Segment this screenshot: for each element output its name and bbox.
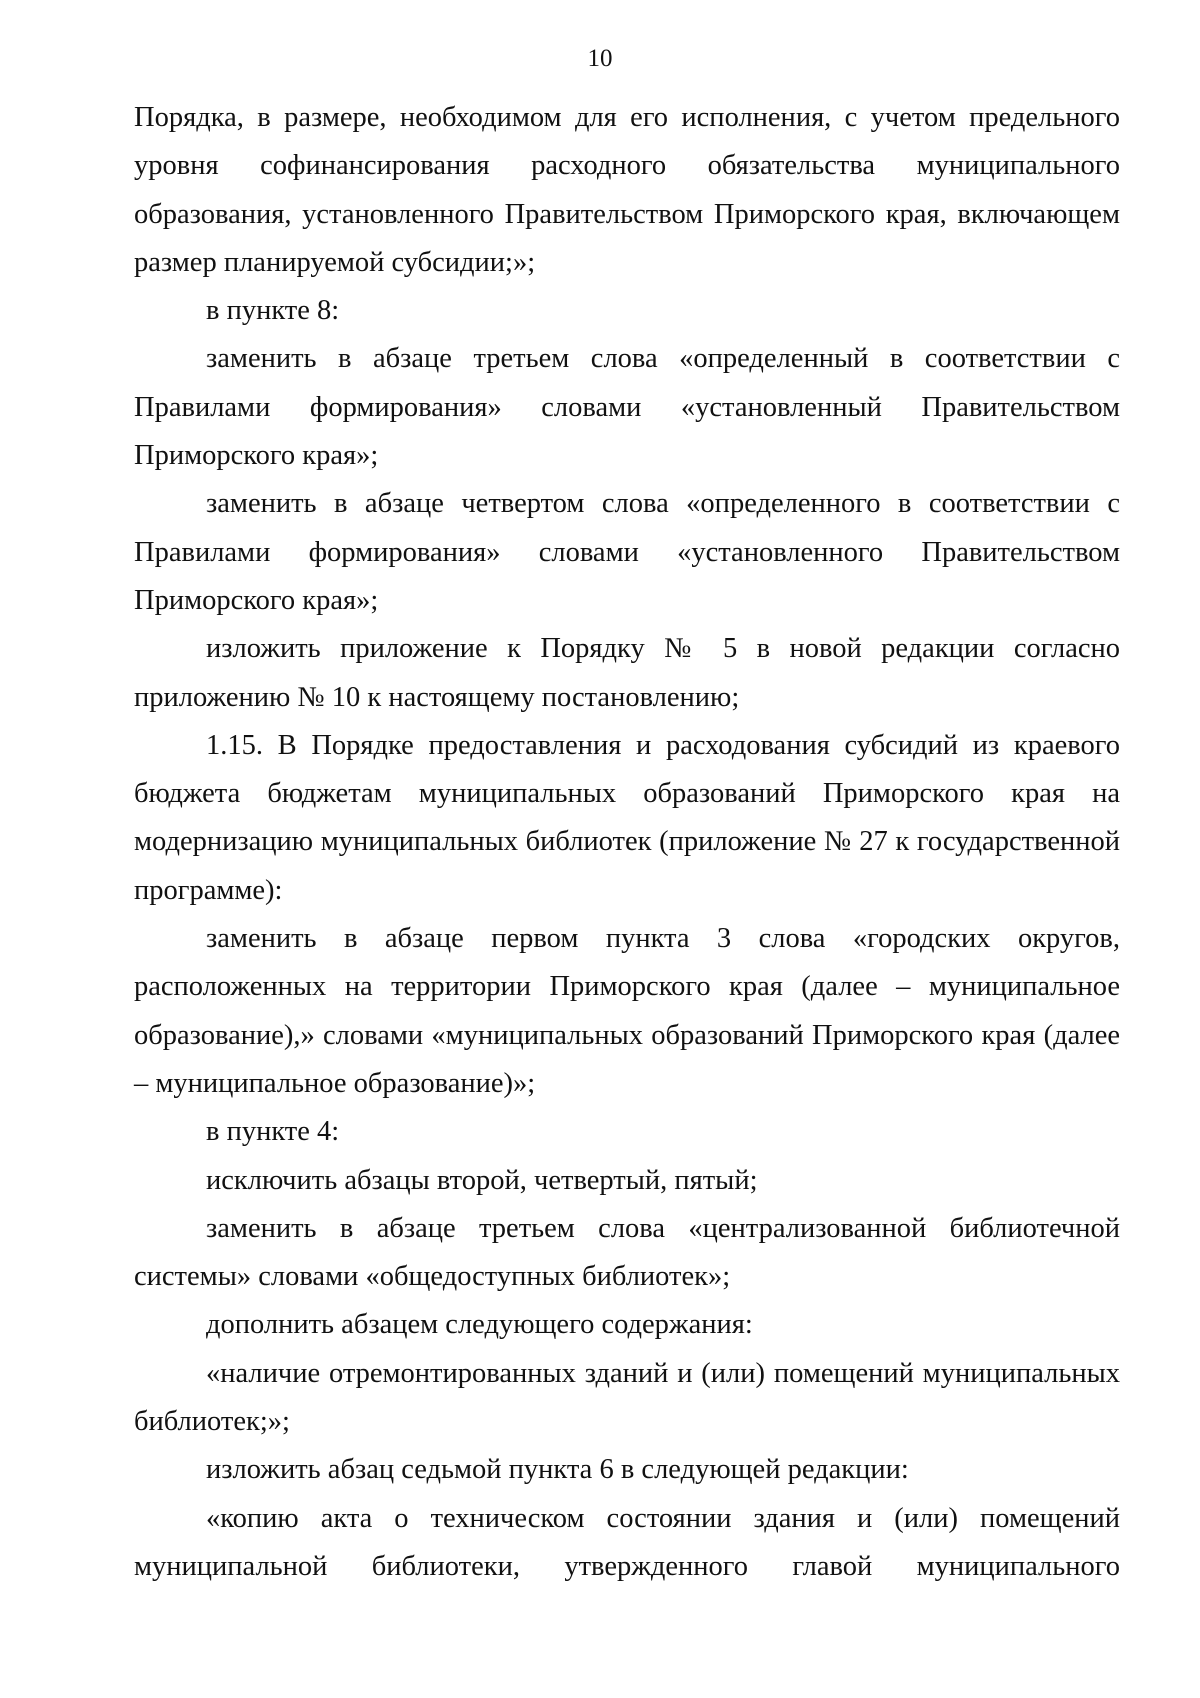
document-body	[134, 94, 1120, 1591]
paragraph-14: «копию акта о техническом состоянии здания и (или) помещений муниципальной библиотеки, утвержденного главой муниципального	[134, 1502, 1120, 1582]
paragraph-7: заменить в абзаце первом пункта 3 слова «городских округов, расположенных на территории Приморского края (далее – муниципальное образование),» словами «муниципальных образований Приморского края (далее – муниципальное образование)»;	[134, 923, 1120, 1099]
paragraph-13: изложить абзац седьмой пункта 6 в следующей редакции:	[206, 1454, 909, 1486]
paragraph-1: Порядка, в размере, необходимом для его исполнения, с учетом предельного уровня софинансирования расходного обязательства муниципального образования, установленного Правительством Приморского края, включающем размер планируемой субсидии;»;	[134, 102, 1120, 278]
paragraph-4: заменить в абзаце четвертом слова «определенного в соответствии с Правилами формирования» словами «установленного Правительством Приморского края»;	[134, 488, 1120, 616]
paragraph-11: дополнить абзацем следующего содержания:	[206, 1309, 753, 1341]
paragraph-10: заменить в абзаце третьем слова «централизованной библиотечной системы» словами «общедоступных библиотек»;	[134, 1212, 1120, 1293]
paragraph-2: в пункте 8:	[206, 295, 340, 327]
paragraph-6: 1.15. В Порядке предоставления и расходования субсидий из краевого бюджета бюджетам муниципальных образований Приморского края на модернизацию муниципальных библиотек (приложение № 27 к государственной программе):	[134, 729, 1120, 906]
paragraph-12: «наличие отремонтированных зданий и (или) помещений муниципальных библиотек;»;	[134, 1357, 1120, 1438]
paragraph-8: в пункте 4:	[206, 1116, 340, 1148]
paragraph-3: заменить в абзаце третьем слова «определенный в соответствии с Правилами формирования» словами «установленный Правительством Приморского края»;	[134, 343, 1120, 472]
paragraph-9: исключить абзацы второй, четвертый, пятый;	[206, 1164, 758, 1196]
paragraph-5: изложить приложение к Порядку № 5 в новой редакции согласно приложению № 10 к настоящему постановлению;	[134, 633, 1120, 713]
page-number: 10	[587, 45, 613, 72]
